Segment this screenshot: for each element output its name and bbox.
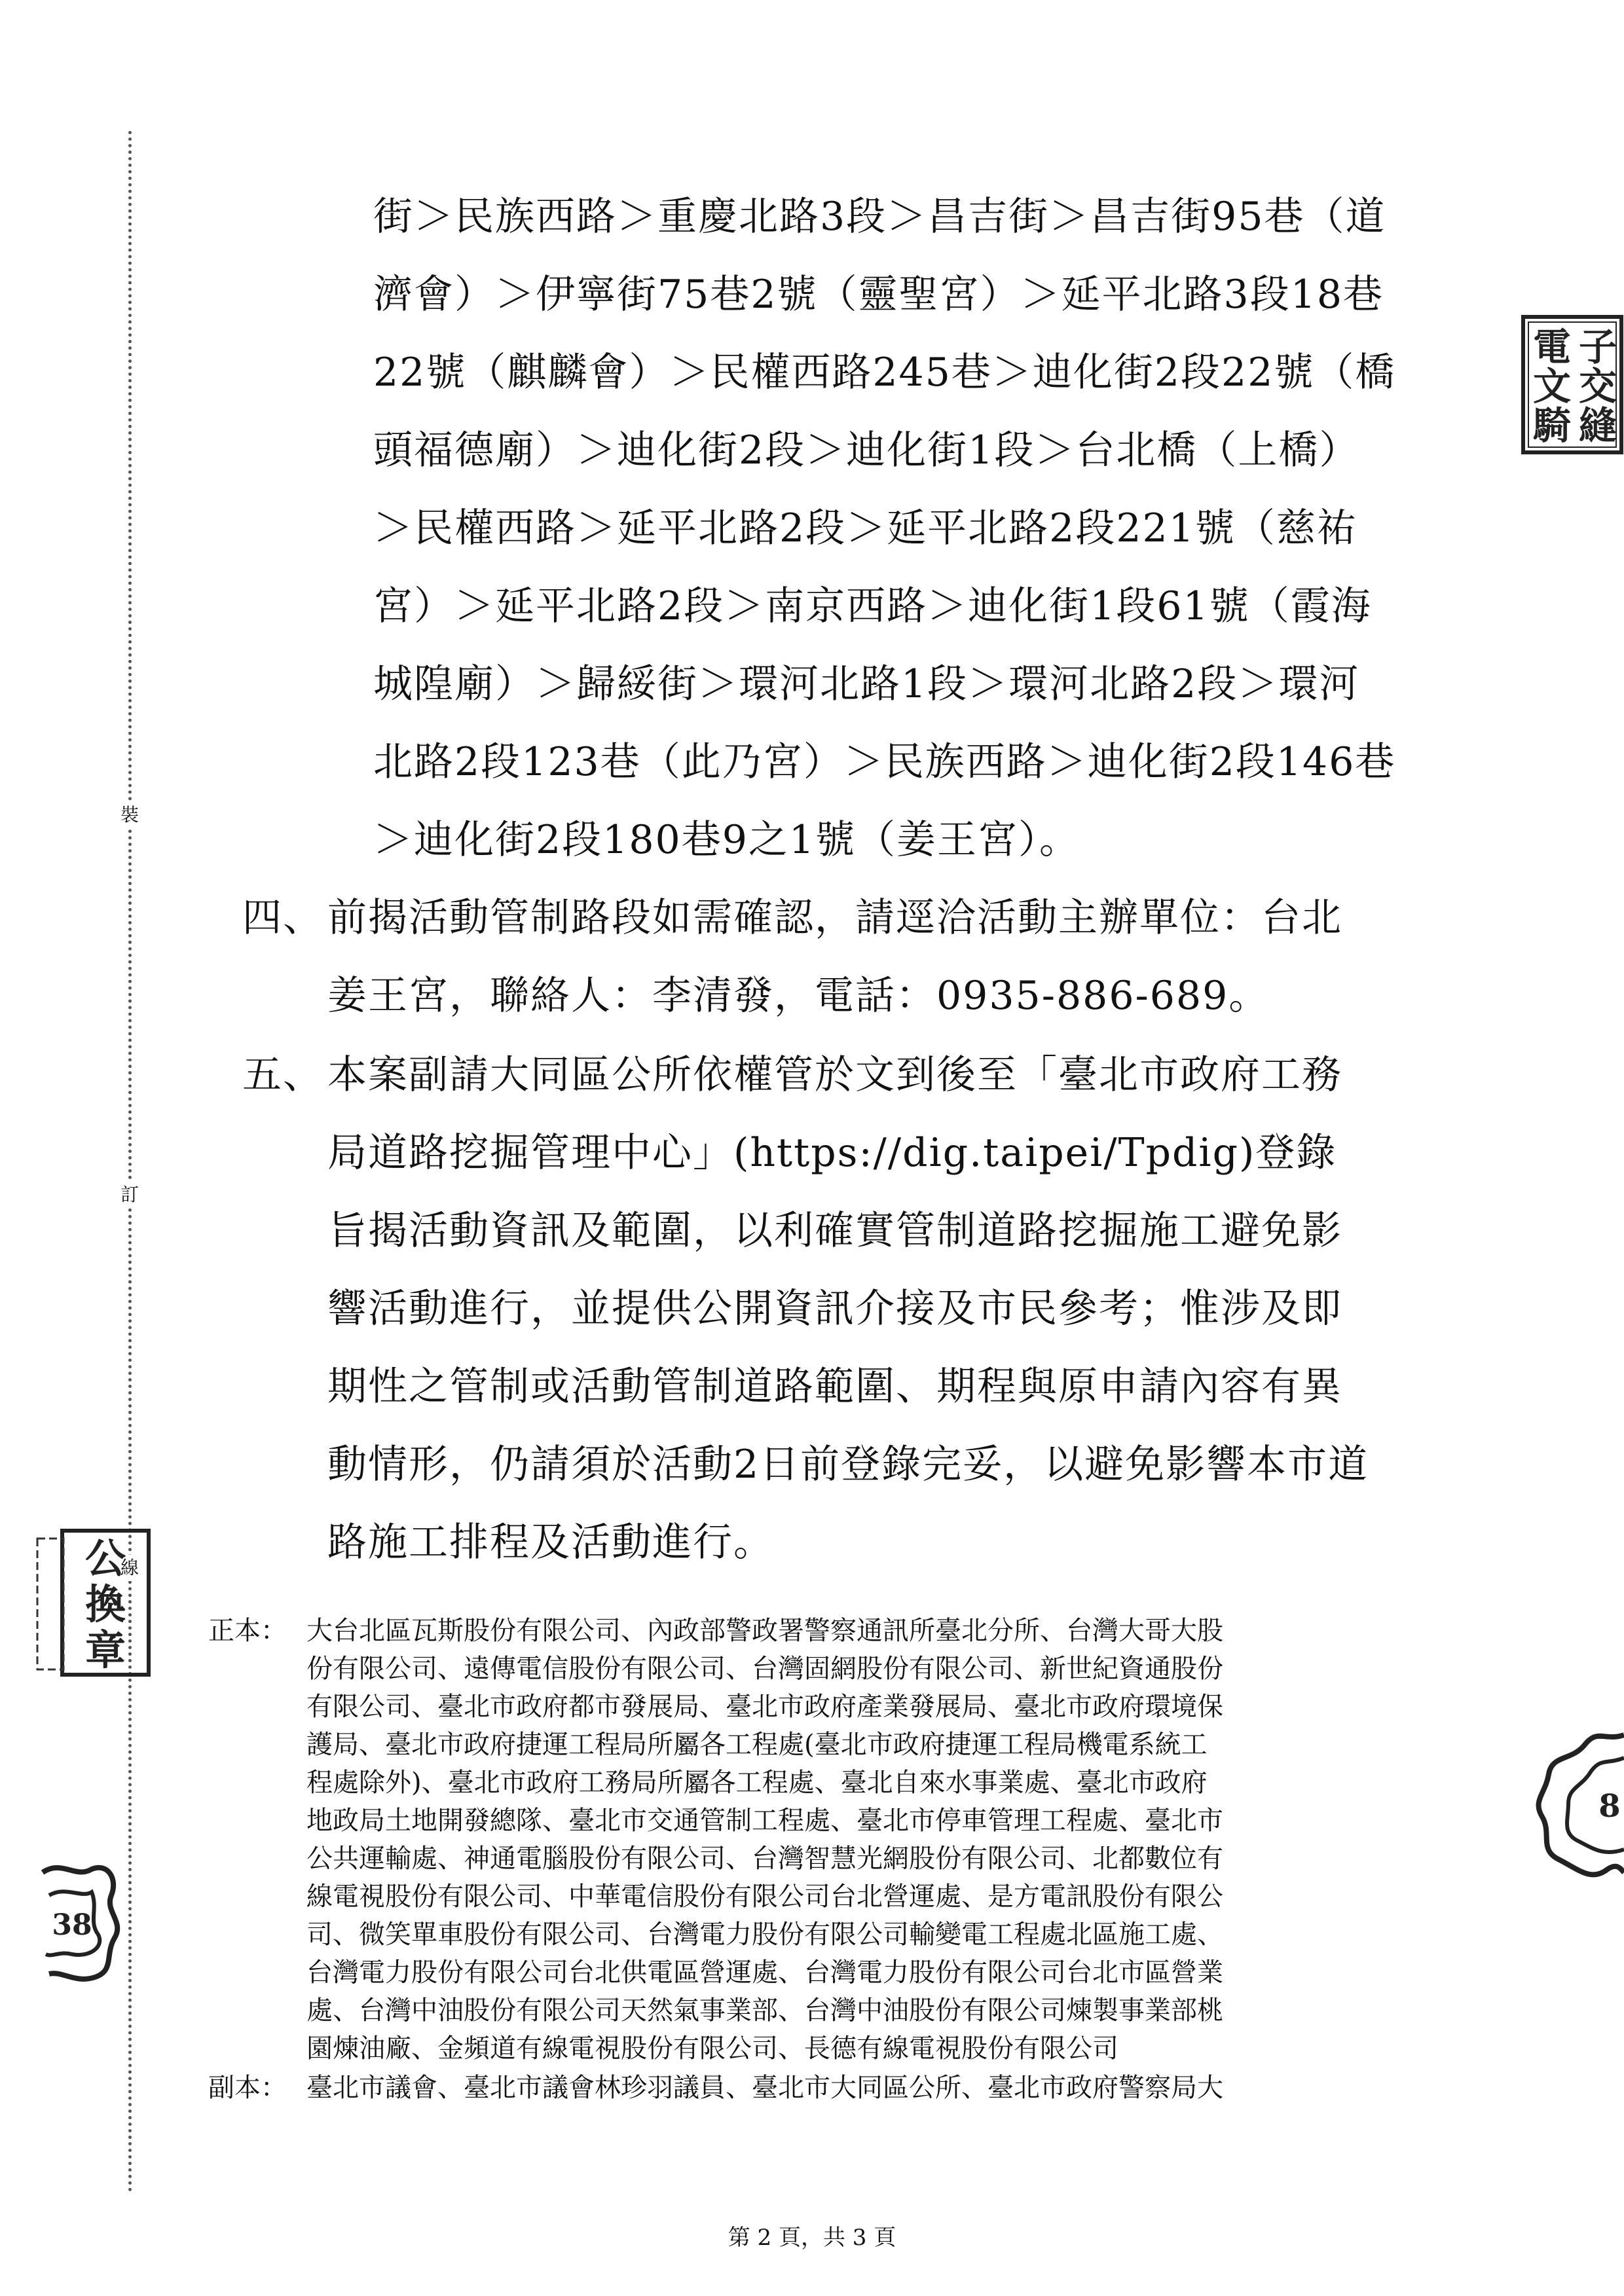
recipient-line: 臺北市議會、臺北市議會林珍羽議員、臺北市大同區公所、臺北市政府警察局大 xyxy=(306,2073,1223,2103)
item-number: 五、 xyxy=(242,1052,323,1098)
binding-char-ding: 訂 xyxy=(113,1182,147,1208)
page-number: 第 2 頁，共 3 頁 xyxy=(728,2225,896,2251)
route-line: 街＞民族西路＞重慶北路3段＞昌吉街＞昌吉街95巷（道 xyxy=(373,194,1386,240)
recipient-line: 處、台灣中油股份有限公司天然氣事業部、台灣中油股份有限公司煉製事業部桃 xyxy=(306,1995,1223,2026)
recipient-line: 司、微笑單車股份有限公司、台灣電力股份有限公司輸變電工程處北區施工處、 xyxy=(306,1920,1223,1950)
route-line: 北路2段123巷（此乃宮）＞民族西路＞迪化街2段146巷 xyxy=(373,739,1396,785)
binding-char-zhuang: 裝 xyxy=(113,802,147,828)
recipient-line: 有限公司、臺北市政府都市發展局、臺北市政府產業發展局、臺北市政府環境保 xyxy=(306,1692,1223,1722)
recipient-line: 線電視股份有限公司、中華電信股份有限公司台北營運處、是方電訊股份有限公 xyxy=(306,1882,1223,1912)
item-text-line: 動情形，仍請須於活動2日前登錄完妥，以避免影響本市道 xyxy=(327,1442,1369,1487)
stamp-char: 章 xyxy=(84,1626,126,1674)
item-text-line: 局道路挖掘管理中心」(https://dig.taipei/Tpdig)登錄 xyxy=(327,1130,1337,1176)
stamp-char: 文 xyxy=(1532,364,1572,409)
route-line: 濟會）＞伊寧街75巷2號（靈聖宮）＞延平北路3段18巷 xyxy=(373,272,1384,318)
recipient-line: 程處除外)、臺北市政府工務局所屬各工程處、臺北自來水事業處、臺北市政府 xyxy=(306,1768,1208,1798)
item-text-line: 姜王宮，聯絡人：李清發，電話：0935-886-689。 xyxy=(327,973,1270,1019)
recipient-line: 份有限公司、遠傳電信股份有限公司、台灣固網股份有限公司、新世紀資通股份 xyxy=(306,1654,1223,1684)
route-line: 城隍廟）＞歸綏街＞環河北路1段＞環河北路2段＞環河 xyxy=(373,661,1360,707)
recipients-label: 正本： xyxy=(208,1616,287,1646)
seal-stamp-icon xyxy=(1521,314,1624,455)
stamp-char: 子 xyxy=(1578,325,1617,369)
stamp-char: 交 xyxy=(1578,364,1617,409)
stamp-char: 38 xyxy=(52,1908,92,1942)
route-line: 22號（麒麟會）＞民權西路245巷＞迪化街2段22號（橋 xyxy=(373,350,1396,395)
stamp-char: 縫 xyxy=(1578,403,1617,448)
recipients-label: 副本： xyxy=(208,2073,287,2103)
route-description xyxy=(373,178,1460,879)
item-text-line: 前揭活動管制路段如需確認，請逕洽活動主辦單位：台北 xyxy=(327,895,1342,941)
route-line: ＞民權西路＞延平北路2段＞延平北路2段221號（慈祐 xyxy=(373,505,1357,551)
recipient-line: 園煉油廠、金頻道有線電視股份有限公司、長德有線電視股份有限公司 xyxy=(306,2033,1118,2064)
item-five xyxy=(242,1036,1467,1582)
wavy-seal-icon xyxy=(36,1859,131,1984)
stamp-char: 換 xyxy=(84,1580,126,1628)
item-text-line: 路施工排程及活動進行。 xyxy=(327,1520,774,1565)
copy-recipients xyxy=(208,2069,1472,2107)
recipient-line: 地政局土地開發總隊、臺北市交通管制工程處、臺北市停車管理工程處、臺北市 xyxy=(306,1806,1223,1836)
item-four xyxy=(242,879,1467,1035)
item-text-line: 期性之管制或活動管制道路範圍、期程與原申請內容有異 xyxy=(327,1364,1342,1410)
recipient-line: 護局、臺北市政府捷運工程局所屬各工程處(臺北市政府捷運工程局機電系統工 xyxy=(306,1730,1208,1760)
item-text-line: 響活動進行，並提供公開資訊介接及市民參考；惟涉及即 xyxy=(327,1286,1342,1332)
item-text-line: 本案副請大同區公所依權管於文到後至「臺北市政府工務 xyxy=(327,1052,1342,1098)
original-recipients xyxy=(208,1612,1472,2068)
recipient-line: 大台北區瓦斯股份有限公司、內政部警政署警察通訊所臺北分所、台灣大哥大股 xyxy=(306,1616,1223,1646)
stamp-char: 8 xyxy=(1598,1788,1621,1825)
item-number: 四、 xyxy=(242,895,323,941)
wavy-seal-icon xyxy=(1532,1728,1624,1882)
stamp-char: 騎 xyxy=(1532,403,1572,448)
exchange-seal-icon xyxy=(36,1525,154,1679)
binding-char-xian: 線 xyxy=(113,1555,147,1581)
route-line: ＞迪化街2段180巷9之1號（姜王宮）。 xyxy=(373,817,1080,863)
recipient-line: 公共運輸處、神通電腦股份有限公司、台灣智慧光網股份有限公司、北都數位有 xyxy=(306,1844,1223,1874)
route-line: 宮）＞延平北路2段＞南京西路＞迪化街1段61號（霞海 xyxy=(373,583,1372,629)
stamp-char: 公 xyxy=(84,1535,126,1582)
item-text-line: 旨揭活動資訊及範圍，以利確實管制道路挖掘施工避免影 xyxy=(327,1208,1342,1254)
stamp-char: 電 xyxy=(1532,325,1572,369)
recipient-line: 台灣電力股份有限公司台北供電區營運處、台灣電力股份有限公司台北市區營業 xyxy=(306,1958,1223,1988)
route-line: 頭福德廟）＞迪化街2段＞迪化街1段＞台北橋（上橋） xyxy=(373,428,1360,473)
